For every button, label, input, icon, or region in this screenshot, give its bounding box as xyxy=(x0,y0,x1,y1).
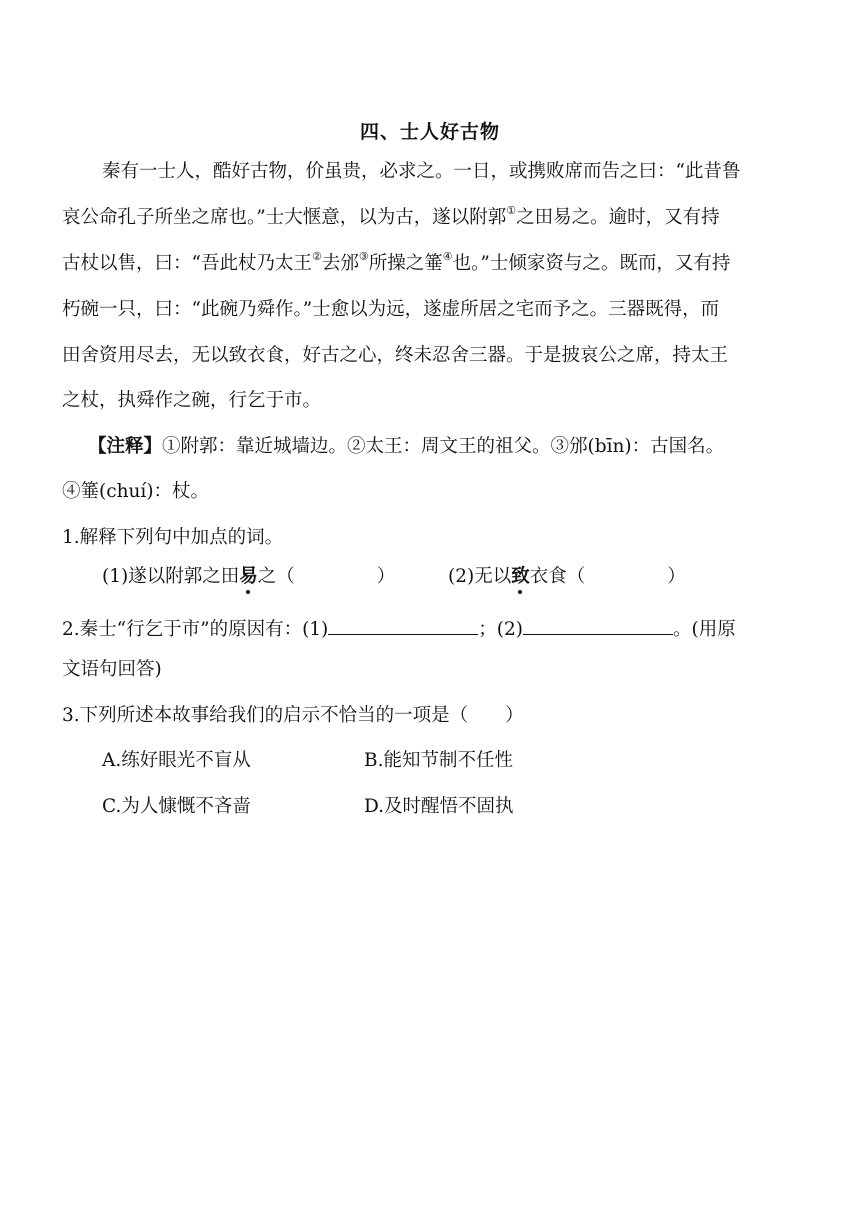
passage-line-1: 秦有一士人，酷好古物，价虽贵，必求之。一日，或携败席而告之曰：“此昔鲁 xyxy=(102,161,741,182)
option-d[interactable]: D.及时醒悟不固执 xyxy=(364,796,514,817)
q1a-pre: (1)遂以附郭之田 xyxy=(102,566,240,587)
passage-line-5: 田舍资用尽去，无以致衣食，好古之心，终未忍舍三器。于是披哀公之席，持太王 xyxy=(62,345,729,366)
passage-line-3c: 所操之箠 xyxy=(368,253,443,274)
passage-line-2 xyxy=(62,203,720,230)
passage-line-3b: 去邠 xyxy=(321,253,359,274)
section-title: 四、士人好古物 xyxy=(359,121,500,143)
dotted-word-yi: 易 xyxy=(239,566,258,587)
option-a[interactable]: A.练好眼光不盲从 xyxy=(102,750,251,771)
q2-mid: ；(2) xyxy=(478,619,523,640)
passage-line-4: 朽碗一只，曰：“此碗乃舜作。”士愈以为远，遂虚所居之宅而予之。三器既得，而 xyxy=(62,299,720,320)
passage-line-2b: 之田易之。逾时，又有持 xyxy=(516,207,720,228)
option-b[interactable]: B.能知节制不任性 xyxy=(364,750,513,771)
q2-post: 。(用原 xyxy=(673,619,736,640)
q2-answer-blank-2[interactable] xyxy=(523,614,673,635)
passage-line-2a: 哀公命孔子所坐之席也。”士大惬意，以为古，遂以附郭 xyxy=(62,207,507,228)
footnote-marker-3: ③ xyxy=(358,249,369,263)
passage-line-3 xyxy=(62,249,731,276)
notes-line-2: ④箠(chuí)：杖。 xyxy=(62,481,210,502)
question-1-item-a xyxy=(102,565,395,589)
q1a-close: ） xyxy=(376,566,396,587)
dotted-word-zhi: 致 xyxy=(511,566,530,587)
passage-line-3a: 古杖以售，曰：“吾此杖乃太王 xyxy=(62,253,312,274)
passage-line-3d: 也。”士倾家资与之。既而，又有持 xyxy=(452,253,731,274)
question-2-line-1 xyxy=(62,614,736,642)
q1b-close: ） xyxy=(667,566,686,587)
notes-tag: 【注释】 xyxy=(88,436,163,457)
footnote-marker-1: ① xyxy=(506,203,517,217)
notes-text-1: ①附郭：靠近城墙边。②太王：周文王的祖父。③邠(bīn)：古国名。 xyxy=(162,436,725,457)
option-c[interactable]: C.为人慷慨不吝啬 xyxy=(102,796,251,817)
question-2-line-2: 文语句回答) xyxy=(62,659,162,680)
q1b-pre: (2)无以 xyxy=(448,566,512,587)
footnote-marker-4: ④ xyxy=(442,249,453,263)
q1a-post: 之（ xyxy=(257,566,295,587)
footnote-marker-2: ② xyxy=(311,249,322,263)
q2-answer-blank-1[interactable] xyxy=(328,614,478,635)
question-3-stem: 3.下列所述本故事给我们的启示不恰当的一项是（ ） xyxy=(62,705,524,726)
q1b-post: 衣食（ xyxy=(529,566,586,587)
passage-line-6: 之杖，执舜作之碗，行乞于市。 xyxy=(62,390,322,411)
question-1-stem: 1.解释下列句中加点的词。 xyxy=(62,527,284,548)
notes-line-1 xyxy=(88,435,724,459)
q2-pre: 2.秦士“行乞于市”的原因有：(1) xyxy=(62,619,329,640)
question-1-item-b xyxy=(448,565,686,589)
